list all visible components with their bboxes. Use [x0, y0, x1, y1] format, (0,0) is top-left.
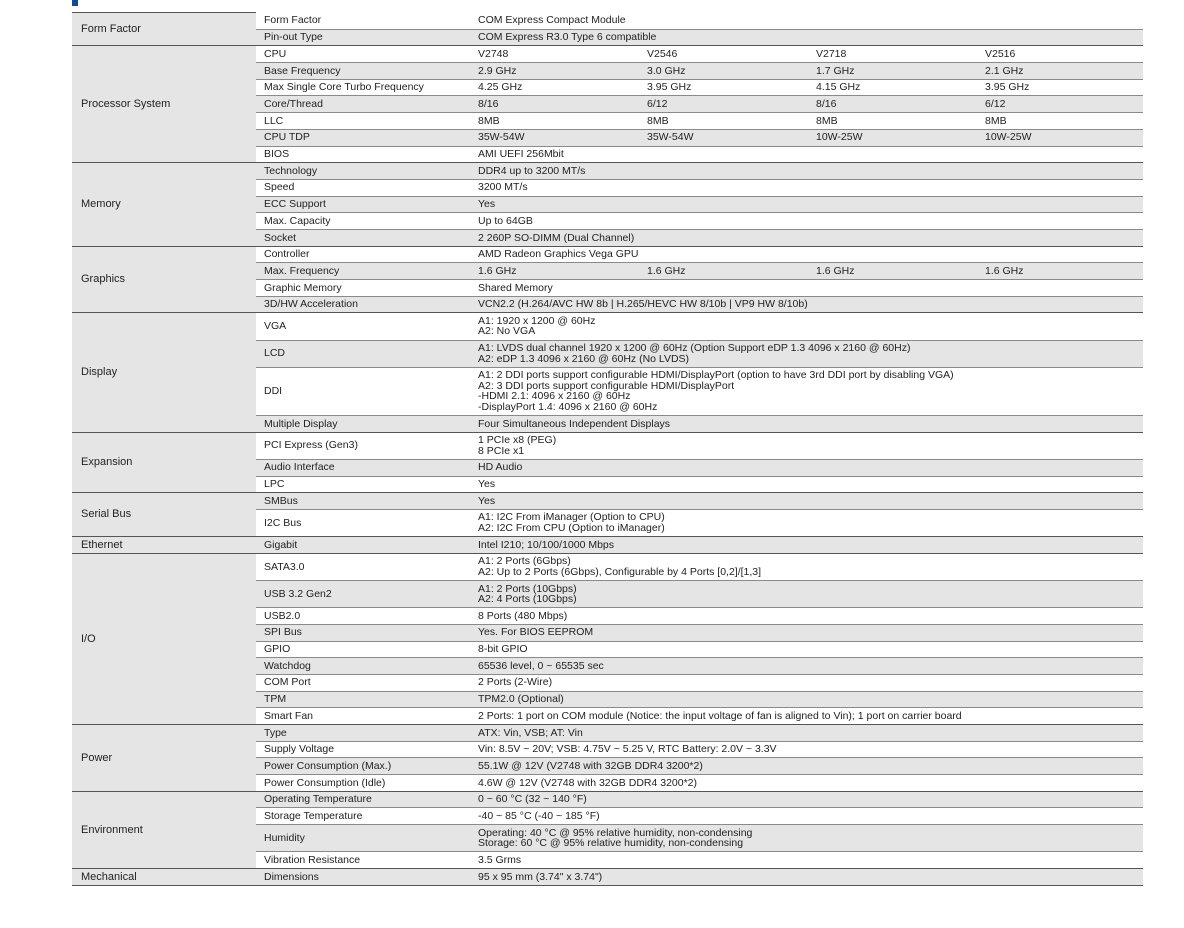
spec-value-line: 8-bit GPIO	[478, 643, 528, 656]
spec-item-label: Max Single Core Turbo Frequency	[256, 79, 470, 96]
spec-item-label: SMBus	[256, 493, 470, 510]
specifications-table-body	[72, 13, 1143, 886]
spec-value-line: 0 ~ 60 °C (32 ~ 140 °F)	[478, 793, 587, 806]
spec-value	[470, 775, 1143, 792]
spec-category: Ethernet	[72, 537, 256, 554]
spec-value	[470, 658, 1143, 675]
spec-category: Form Factor	[72, 13, 256, 46]
spec-value-line: Yes	[478, 198, 496, 211]
spec-category: Processor System	[72, 46, 256, 163]
spec-item-label: Watchdog	[256, 658, 470, 675]
spec-value-line: Four Simultaneous Independent Displays	[478, 417, 671, 430]
spec-value-line: 65536 level, 0 ~ 65535 sec	[478, 659, 604, 672]
spec-item-label: BIOS	[256, 146, 470, 163]
spec-item-label: TPM	[256, 691, 470, 708]
spec-value-line: A2: Up to 2 Ports (6Gbps), Configurable by 4 Ports [0,2]/[1,3]	[478, 565, 762, 578]
spec-category: Serial Bus	[72, 493, 256, 537]
spec-value	[470, 296, 1143, 313]
spec-value	[470, 493, 1143, 510]
spec-value-line: A2: 3 DDI ports support configurable HDMI/DisplayPort	[478, 379, 735, 392]
spec-value	[470, 674, 1143, 691]
spec-value: 1.6 GHz	[808, 263, 977, 280]
spec-value-line: 55.1W @ 12V (V2748 with 32GB DDR4 3200*2)	[478, 759, 703, 772]
spec-value	[470, 641, 1143, 658]
spec-value-line: -40 ~ 85 °C (-40 ~ 185 °F)	[478, 809, 600, 822]
spec-item-label: LPC	[256, 476, 470, 493]
spec-value	[470, 213, 1143, 230]
spec-value-line: ATX: Vin, VSB; AT: Vin	[478, 726, 583, 739]
spec-item-label: Smart Fan	[256, 708, 470, 725]
spec-item-label: VGA	[256, 313, 470, 340]
spec-value-line: AMD Radeon Graphics Vega GPU	[478, 248, 639, 261]
specifications-table	[72, 12, 1143, 886]
spec-value-line: A1: 2 DDI ports support configurable HDMI/DisplayPort (option to have 3rd DDI port by disabling VGA)	[478, 369, 954, 382]
spec-item-label: Base Frequency	[256, 63, 470, 80]
spec-value-line: 1 PCIe x8 (PEG)	[478, 434, 557, 447]
spec-category: Power	[72, 724, 256, 791]
spec-value	[470, 146, 1143, 163]
spec-value-line: 2 260P SO-DIMM (Dual Channel)	[478, 231, 635, 244]
spec-item-label: Supply Voltage	[256, 741, 470, 758]
spec-value: 2.1 GHz	[977, 63, 1143, 80]
spec-item-label: Form Factor	[256, 13, 470, 30]
spec-value-line: 95 x 95 mm (3.74" x 3.74")	[478, 870, 603, 883]
spec-value: 8MB	[977, 113, 1143, 130]
spec-value: 1.6 GHz	[639, 263, 808, 280]
spec-value-line: Storage: 60 °C @ 95% relative humidity, non-condensing	[478, 837, 744, 850]
spec-value-line: Up to 64GB	[478, 214, 533, 227]
spec-category: Memory	[72, 163, 256, 246]
spec-item-label: COM Port	[256, 674, 470, 691]
spec-value	[470, 459, 1143, 476]
spec-value: 10W-25W	[808, 129, 977, 146]
spec-value: V2516	[977, 46, 1143, 63]
spec-value	[470, 758, 1143, 775]
spec-value: 4.25 GHz	[470, 79, 639, 96]
spec-row	[72, 537, 1143, 554]
spec-value-line: AMI UEFI 256Mbit	[478, 148, 564, 161]
spec-item-label: SPI Bus	[256, 624, 470, 641]
spec-item-label: CPU TDP	[256, 129, 470, 146]
spec-item-label: Max. Frequency	[256, 263, 470, 280]
spec-value-line: VCN2.2 (H.264/AVC HW 8b | H.265/HEVC HW 8/10b | VP9 HW 8/10b)	[478, 298, 808, 311]
spec-category: Environment	[72, 791, 256, 868]
spec-row	[72, 432, 1143, 459]
spec-category: Mechanical	[72, 868, 256, 885]
spec-value-line: 2 Ports: 1 port on COM module (Notice: the input voltage of fan is aligned to Vin); 1 port on carrier board	[478, 709, 962, 722]
spec-value-line: Operating: 40 °C @ 95% relative humidity, non-condensing	[478, 826, 753, 839]
spec-value-line: Yes	[478, 494, 496, 507]
spec-row	[72, 13, 1143, 30]
spec-item-label: Socket	[256, 229, 470, 246]
spec-value-line: -HDMI 2.1: 4096 x 2160 @ 60Hz	[478, 390, 631, 403]
spec-item-label: Dimensions	[256, 868, 470, 885]
spec-value-line: A2: eDP 1.3 4096 x 2160 @ 60Hz (No LVDS)	[478, 352, 690, 365]
spec-row	[72, 791, 1143, 808]
spec-value: 3.0 GHz	[639, 63, 808, 80]
spec-value-line: COM Express R3.0 Type 6 compatible	[478, 31, 657, 44]
spec-row	[72, 313, 1143, 340]
spec-item-label: Multiple Display	[256, 415, 470, 432]
spec-value-line: 3200 MT/s	[478, 181, 528, 194]
spec-value: 4.15 GHz	[808, 79, 977, 96]
spec-value	[470, 196, 1143, 213]
spec-value	[470, 340, 1143, 367]
spec-item-label: Max. Capacity	[256, 213, 470, 230]
spec-value-line: 8 Ports (480 Mbps)	[478, 609, 568, 622]
spec-value-line: HD Audio	[478, 461, 523, 474]
spec-value	[470, 708, 1143, 725]
spec-value-line: DDR4 up to 3200 MT/s	[478, 164, 586, 177]
spec-value: V2546	[639, 46, 808, 63]
spec-item-label: Speed	[256, 179, 470, 196]
spec-value	[470, 367, 1143, 415]
section-accent-mark	[72, 0, 78, 6]
spec-row	[72, 163, 1143, 180]
spec-value: 10W-25W	[977, 129, 1143, 146]
spec-item-label: CPU	[256, 46, 470, 63]
spec-value-line: A2: 4 Ports (10Gbps)	[478, 593, 577, 606]
spec-value	[470, 691, 1143, 708]
spec-row	[72, 246, 1143, 263]
spec-item-label: USB2.0	[256, 608, 470, 625]
spec-value	[470, 580, 1143, 607]
spec-value-line: A1: I2C From iManager (Option to CPU)	[478, 511, 665, 524]
spec-value-line: 3.5 Grms	[478, 853, 522, 866]
spec-value: V2748	[470, 46, 639, 63]
spec-value-line: -DisplayPort 1.4: 4096 x 2160 @ 60Hz	[478, 400, 658, 413]
spec-value: 3.95 GHz	[977, 79, 1143, 96]
spec-value	[470, 624, 1143, 641]
spec-value-line: A2: I2C From CPU (Option to iManager)	[478, 521, 665, 534]
spec-value-line: 8 PCIe x1	[478, 444, 525, 457]
spec-item-label: Core/Thread	[256, 96, 470, 113]
spec-item-label: LLC	[256, 113, 470, 130]
spec-value	[470, 852, 1143, 869]
spec-value: 1.6 GHz	[470, 263, 639, 280]
spec-item-label: Humidity	[256, 825, 470, 852]
spec-item-label: Storage Temperature	[256, 808, 470, 825]
spec-category: Expansion	[72, 432, 256, 493]
spec-value-line: 2 Ports (2-Wire)	[478, 676, 553, 689]
spec-value	[470, 825, 1143, 852]
spec-value	[470, 179, 1143, 196]
spec-value-line: Yes. For BIOS EEPROM	[478, 626, 594, 639]
spec-value	[470, 163, 1143, 180]
spec-item-label: Gigabit	[256, 537, 470, 554]
spec-value: 8MB	[470, 113, 639, 130]
spec-value	[470, 509, 1143, 536]
spec-item-label: Type	[256, 724, 470, 741]
spec-value	[470, 432, 1143, 459]
spec-value	[470, 868, 1143, 885]
spec-item-label: Power Consumption (Idle)	[256, 775, 470, 792]
spec-value	[470, 280, 1143, 297]
spec-value-line: A1: LVDS dual channel 1920 x 1200 @ 60Hz (Option Support eDP 1.3 4096 x 2160 @ 60Hz)	[478, 342, 911, 355]
spec-value-line: Intel I210; 10/100/1000 Mbps	[478, 538, 615, 551]
spec-item-label: Pin-out Type	[256, 29, 470, 46]
spec-item-label: 3D/HW Acceleration	[256, 296, 470, 313]
spec-value-line: COM Express Compact Module	[478, 14, 626, 27]
spec-row	[72, 553, 1143, 580]
spec-value	[470, 608, 1143, 625]
spec-value-line: TPM2.0 (Optional)	[478, 693, 564, 706]
spec-item-label: LCD	[256, 340, 470, 367]
spec-value: 2.9 GHz	[470, 63, 639, 80]
spec-value: 35W-54W	[470, 129, 639, 146]
spec-value: 8/16	[470, 96, 639, 113]
spec-item-label: ECC Support	[256, 196, 470, 213]
spec-item-label: PCI Express (Gen3)	[256, 432, 470, 459]
spec-item-label: DDI	[256, 367, 470, 415]
spec-value: 8/16	[808, 96, 977, 113]
spec-value	[470, 791, 1143, 808]
spec-category: Display	[72, 313, 256, 432]
spec-value-line: A1: 2 Ports (6Gbps)	[478, 555, 571, 568]
spec-value	[470, 741, 1143, 758]
spec-value-line: Yes	[478, 478, 496, 491]
spec-value	[470, 553, 1143, 580]
spec-item-label: I2C Bus	[256, 509, 470, 536]
spec-item-label: Audio Interface	[256, 459, 470, 476]
spec-item-label: GPIO	[256, 641, 470, 658]
spec-row	[72, 46, 1143, 63]
spec-value: 8MB	[808, 113, 977, 130]
spec-value-line: Vin: 8.5V ~ 20V; VSB: 4.75V ~ 5.25 V, RTC Battery: 2.0V ~ 3.3V	[478, 743, 777, 756]
spec-item-label: Vibration Resistance	[256, 852, 470, 869]
spec-category: Graphics	[72, 246, 256, 313]
spec-value	[470, 415, 1143, 432]
spec-row	[72, 724, 1143, 741]
spec-item-label: Power Consumption (Max.)	[256, 758, 470, 775]
spec-value-line: 4.6W @ 12V (V2748 with 32GB DDR4 3200*2)	[478, 776, 698, 789]
spec-value-line: A1: 1920 x 1200 @ 60Hz	[478, 314, 596, 327]
spec-item-label: Graphic Memory	[256, 280, 470, 297]
spec-item-label: USB 3.2 Gen2	[256, 580, 470, 607]
spec-row	[72, 493, 1143, 510]
spec-value	[470, 808, 1143, 825]
spec-item-label: Controller	[256, 246, 470, 263]
spec-value	[470, 537, 1143, 554]
spec-item-label: Operating Temperature	[256, 791, 470, 808]
spec-value: 8MB	[639, 113, 808, 130]
spec-value-line: Shared Memory	[478, 281, 553, 294]
spec-value	[470, 29, 1143, 46]
spec-value: 35W-54W	[639, 129, 808, 146]
spec-value: 6/12	[977, 96, 1143, 113]
spec-value	[470, 229, 1143, 246]
spec-value	[470, 313, 1143, 340]
spec-value-line: A2: No VGA	[478, 325, 536, 338]
spec-row	[72, 868, 1143, 885]
spec-value	[470, 246, 1143, 263]
spec-value: 3.95 GHz	[639, 79, 808, 96]
spec-value	[470, 476, 1143, 493]
spec-value-line: A1: 2 Ports (10Gbps)	[478, 582, 577, 595]
spec-value: 1.6 GHz	[977, 263, 1143, 280]
spec-value: 1.7 GHz	[808, 63, 977, 80]
spec-value	[470, 724, 1143, 741]
spec-item-label: SATA3.0	[256, 553, 470, 580]
spec-category: I/O	[72, 553, 256, 724]
spec-value	[470, 13, 1143, 30]
spec-item-label: Technology	[256, 163, 470, 180]
spec-value: 6/12	[639, 96, 808, 113]
spec-value: V2718	[808, 46, 977, 63]
